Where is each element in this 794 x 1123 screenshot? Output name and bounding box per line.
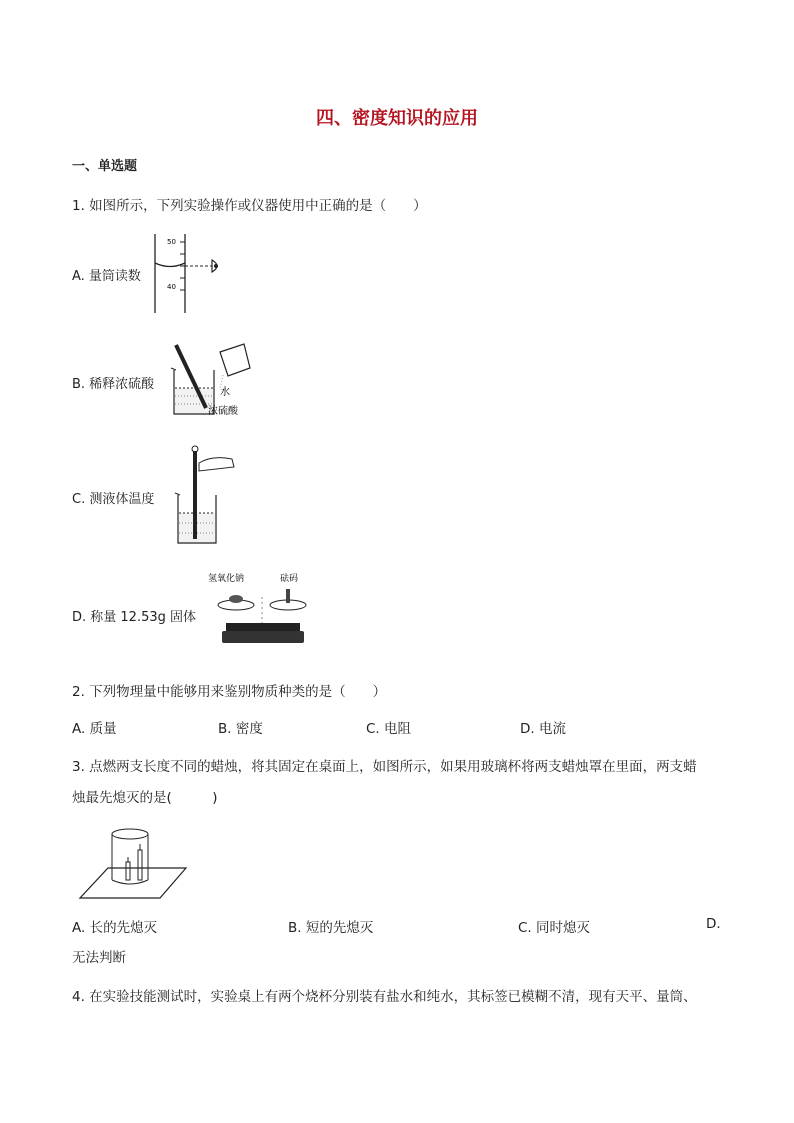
q3-option-c: C. 同时熄灭 [518,920,591,936]
q1-option-b-label: B. 稀释浓硫酸 [72,377,155,392]
q2-option-d: D. 电流 [520,721,566,737]
section-heading: 一、单选题 [72,159,138,174]
balance-figure [200,567,310,647]
label-naoh: 氢氧化钠 [208,574,245,584]
cylinder-label-40: 40 [167,283,176,291]
q2-option-b: B. 密度 [218,721,263,737]
label-weight: 砝码 [280,574,299,584]
thermometer-figure [172,443,244,547]
q3-option-b: B. 短的先熄灭 [288,920,374,936]
hand-icon [199,458,234,471]
q1-option-a-label: A. 量筒读数 [72,269,141,284]
cylinder-label-50: 50 [167,238,176,246]
q1-option-d-label: D. 称量 12.53g 固体 [72,610,197,625]
question-3-stem-line2: 烛最先熄灭的是( ) [72,790,218,806]
page-title: 四、密度知识的应用 [316,108,478,129]
question-2-stem: 2. 下列物理量中能够用来鉴别物质种类的是（ ） [72,684,387,700]
dilute-acid-figure [168,342,258,418]
q3-option-d: D. [706,916,721,932]
question-1-stem: 1. 如图所示，下列实验操作或仪器使用中正确的是（ ） [72,198,427,214]
question-4-stem: 4. 在实验技能测试时，实验桌上有两个烧杯分别装有盐水和纯水，其标签已模糊不清，现有天平、量筒、 [72,989,697,1005]
graduated-cylinder-figure [150,230,240,316]
label-acid: 浓硫酸 [208,406,238,417]
question-3-stem-line1: 3. 点燃两支长度不同的蜡烛，将其固定在桌面上，如图所示，如果用玻璃杯将两支蜡烛罩在里面，两支蜡 [72,759,697,775]
q1-option-c-label: C. 测液体温度 [72,492,155,507]
q2-option-c: C. 电阻 [366,721,412,737]
q3-option-d-text: 无法判断 [72,950,126,966]
q2-option-a: A. 质量 [72,721,117,737]
candles-figure [78,820,188,900]
label-water: 水 [220,387,230,398]
q3-option-a: A. 长的先熄灭 [72,920,158,936]
